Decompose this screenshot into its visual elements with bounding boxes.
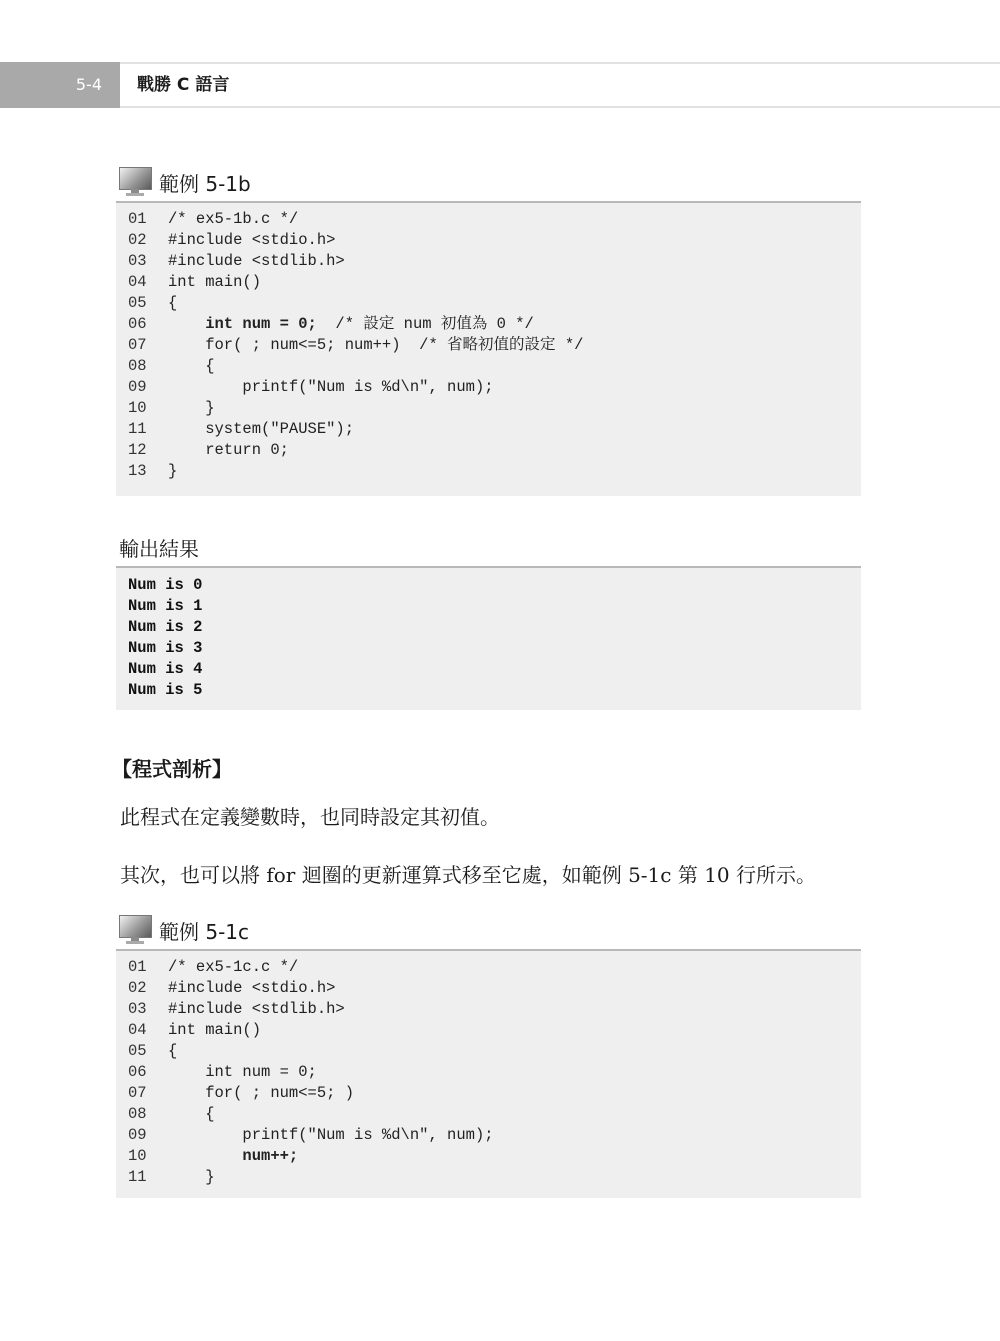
code-block-5-1c bbox=[116, 949, 861, 1198]
line-code: int num = 0; bbox=[168, 1063, 317, 1081]
page-header bbox=[0, 62, 1000, 108]
line-code: return 0; bbox=[168, 441, 289, 459]
line-number: 03 bbox=[128, 1000, 147, 1018]
line-code: { bbox=[168, 294, 178, 312]
line-code: } bbox=[168, 399, 215, 417]
code-line bbox=[116, 293, 861, 314]
code-line bbox=[116, 1020, 861, 1041]
line-code bbox=[168, 314, 534, 335]
code-line bbox=[116, 978, 861, 999]
analysis-heading: 【程式剖析】 bbox=[112, 757, 232, 781]
line-number: 01 bbox=[128, 210, 147, 228]
line-code: num++; bbox=[168, 1147, 299, 1165]
page-number: 5-4 bbox=[0, 62, 120, 108]
code-line bbox=[116, 356, 861, 377]
analysis-paragraph-1: 此程式在定義變數時，也同時設定其初值。 bbox=[120, 805, 500, 829]
code-line bbox=[116, 1083, 861, 1104]
line-number: 09 bbox=[128, 378, 147, 396]
line-code: } bbox=[168, 1168, 215, 1186]
example-label: 範例 5-1b bbox=[159, 171, 251, 196]
line-code: { bbox=[168, 1042, 178, 1060]
line-comment: /* 設定 num 初值為 0 */ bbox=[316, 315, 534, 333]
line-number: 04 bbox=[128, 273, 147, 291]
line-number: 02 bbox=[128, 979, 147, 997]
line-code: int main() bbox=[168, 1021, 262, 1039]
line-code: printf("Num is %d\n", num); bbox=[168, 1126, 494, 1144]
header-rule-bottom bbox=[120, 106, 1000, 108]
output-line: Num is 1 bbox=[128, 597, 203, 615]
line-code: for( ; num<=5; ) bbox=[168, 1084, 355, 1102]
analysis-paragraph-2: 其次，也可以將 for 迴圈的更新運算式移至它處，如範例 5-1c 第 10 行所示。 bbox=[120, 863, 817, 887]
line-code: #include <stdio.h> bbox=[168, 231, 336, 249]
code-line bbox=[116, 1041, 861, 1062]
line-number: 07 bbox=[128, 336, 147, 354]
example-title-5-1b bbox=[118, 165, 251, 199]
monitor-icon bbox=[118, 167, 152, 197]
code-line bbox=[116, 251, 861, 272]
line-code: /* ex5-1b.c */ bbox=[168, 210, 299, 228]
monitor-icon bbox=[118, 915, 152, 945]
line-code: /* ex5-1c.c */ bbox=[168, 958, 299, 976]
example-title-5-1c bbox=[118, 913, 249, 947]
line-number: 10 bbox=[128, 399, 147, 417]
line-number: 01 bbox=[128, 958, 147, 976]
line-code: { bbox=[168, 1105, 215, 1123]
code-line bbox=[116, 335, 861, 356]
code-line bbox=[116, 398, 861, 419]
line-code: for( ; num<=5; num++) /* 省略初值的設定 */ bbox=[168, 336, 584, 354]
line-number: 04 bbox=[128, 1021, 147, 1039]
code-line bbox=[116, 1062, 861, 1083]
line-code: #include <stdlib.h> bbox=[168, 1000, 345, 1018]
line-code: int main() bbox=[168, 273, 262, 291]
line-number: 13 bbox=[128, 462, 147, 480]
output-line: Num is 2 bbox=[128, 618, 203, 636]
line-code: printf("Num is %d\n", num); bbox=[168, 378, 494, 396]
output-block bbox=[116, 566, 861, 710]
example-label: 範例 5-1c bbox=[159, 919, 250, 944]
code-line bbox=[116, 1104, 861, 1125]
line-code-bold: int num = 0; bbox=[168, 315, 317, 333]
line-number: 09 bbox=[128, 1126, 147, 1144]
line-number: 02 bbox=[128, 231, 147, 249]
line-number: 03 bbox=[128, 252, 147, 270]
code-line bbox=[116, 957, 861, 978]
output-line: Num is 5 bbox=[128, 681, 203, 699]
code-line bbox=[116, 209, 861, 230]
code-line bbox=[116, 230, 861, 251]
line-number: 05 bbox=[128, 294, 147, 312]
line-number: 12 bbox=[128, 441, 147, 459]
line-code: } bbox=[168, 462, 178, 480]
line-number: 05 bbox=[128, 1042, 147, 1060]
code-line bbox=[116, 1125, 861, 1146]
code-line bbox=[116, 272, 861, 293]
code-line bbox=[116, 377, 861, 398]
code-line bbox=[116, 1146, 861, 1167]
book-title: 戰勝 C 語言 bbox=[137, 75, 230, 95]
line-code: system("PAUSE"); bbox=[168, 420, 355, 438]
line-number: 08 bbox=[128, 1105, 147, 1123]
output-title: 輸出結果 bbox=[119, 537, 199, 561]
header-rule-top bbox=[120, 62, 1000, 64]
line-number: 06 bbox=[128, 1063, 147, 1081]
line-number: 06 bbox=[128, 315, 147, 333]
code-line bbox=[116, 1167, 861, 1188]
code-line bbox=[116, 461, 861, 482]
line-number: 07 bbox=[128, 1084, 147, 1102]
line-number: 11 bbox=[128, 420, 147, 438]
line-number: 10 bbox=[128, 1147, 147, 1165]
code-line bbox=[116, 419, 861, 440]
code-block-5-1b bbox=[116, 201, 861, 496]
line-number: 08 bbox=[128, 357, 147, 375]
line-code: #include <stdlib.h> bbox=[168, 252, 345, 270]
line-number: 11 bbox=[128, 1168, 147, 1186]
output-line: Num is 0 bbox=[128, 576, 203, 594]
line-code: { bbox=[168, 357, 215, 375]
output-line: Num is 3 bbox=[128, 639, 203, 657]
line-code: #include <stdio.h> bbox=[168, 979, 336, 997]
code-line bbox=[116, 999, 861, 1020]
output-line: Num is 4 bbox=[128, 660, 203, 678]
code-line bbox=[116, 314, 861, 335]
code-line bbox=[116, 440, 861, 461]
